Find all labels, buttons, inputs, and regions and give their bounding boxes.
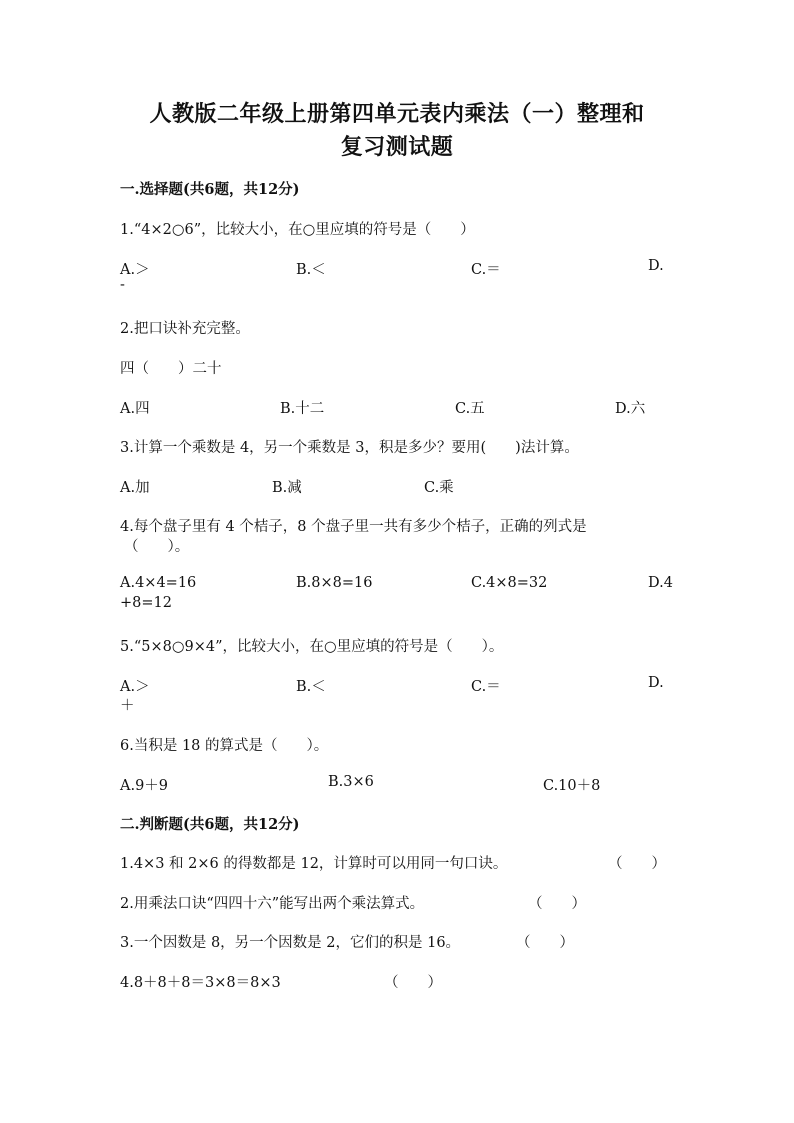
question-1-option-c: C.＝ xyxy=(471,262,501,278)
question-6-option-a: A.9＋9 xyxy=(120,778,169,794)
question-1-stem: 1.“4×2○6”，比较大小，在○里应填的符号是（ ） xyxy=(120,222,475,238)
section-choice-heading: 一.选择题(共6题，共12分) xyxy=(120,181,300,198)
question-4-stem-continued: （ ）。 xyxy=(124,539,190,555)
question-2-option-b: B.十二 xyxy=(280,401,325,417)
title-line-2: 复习测试题 xyxy=(340,134,454,160)
question-3-stem: 3.计算一个乘数是 4，另一个乘数是 3，积是多少？要用( )法计算。 xyxy=(120,440,579,456)
question-4-stem: 4.每个盘子里有 4 个桔子，8 个盘子里一共有多少个桔子，正确的列式是 xyxy=(120,519,587,535)
judgment-3-answer-paren[interactable]: （ ） xyxy=(516,935,574,951)
question-5-option-c: C.＝ xyxy=(471,679,501,695)
question-6-option-c: C.10＋8 xyxy=(543,778,601,794)
question-5-stem: 5.“5×8○9×4”，比较大小，在○里应填的符号是（ ）。 xyxy=(120,639,504,655)
question-2-option-a: A.四 xyxy=(120,401,150,417)
question-4-option-c: C.4×8=32 xyxy=(471,575,548,591)
question-2-option-c: C.五 xyxy=(455,401,485,417)
title-line-1: 人教版二年级上册第四单元表内乘法（一）整理和 xyxy=(149,101,645,127)
judgment-1-answer-paren[interactable]: （ ） xyxy=(608,856,666,872)
question-5-option-d-continued: ＋ xyxy=(120,698,135,714)
question-3-option-c: C.乘 xyxy=(424,480,454,496)
question-2-prompt: 四（ ）二十 xyxy=(120,361,222,377)
question-1-option-b: B.＜ xyxy=(296,262,326,278)
judgment-3-stem: 3.一个因数是 8，另一个因数是 2，它们的积是 16。 xyxy=(120,935,461,951)
judgment-1-stem: 1.4×3 和 2×6 的得数都是 12，计算时可以用同一句口诀。 xyxy=(120,856,508,872)
judgment-4-stem: 4.8＋8＋8＝3×8＝8×3 xyxy=(120,975,281,991)
judgment-2-stem: 2.用乘法口诀“四四十六”能写出两个乘法算式。 xyxy=(120,896,425,912)
section-judgment-heading: 二.判断题(共6题，共12分) xyxy=(120,816,300,833)
question-1-option-a: A.＞ xyxy=(120,262,150,278)
question-5-option-b: B.＜ xyxy=(296,679,326,695)
question-2-stem: 2.把口诀补充完整。 xyxy=(120,321,250,337)
question-6-option-b: B.3×6 xyxy=(328,774,374,790)
question-5-option-a: A.＞ xyxy=(120,679,150,695)
question-3-option-b: B.减 xyxy=(272,480,302,496)
question-4-option-a: A.4×4=16 xyxy=(120,575,197,591)
question-6-stem: 6.当积是 18 的算式是（ ）。 xyxy=(120,738,329,754)
question-5-option-d: D. xyxy=(648,675,664,691)
question-4-option-b: B.8×8=16 xyxy=(296,575,373,591)
question-1-option-d: D. xyxy=(648,258,664,274)
question-1-option-d-continued: - xyxy=(120,277,125,293)
judgment-2-answer-paren[interactable]: （ ） xyxy=(528,896,586,912)
question-4-option-d-continued: +8=12 xyxy=(120,595,172,611)
question-2-option-d: D.六 xyxy=(615,401,646,417)
question-4-option-d: D.4 xyxy=(648,575,673,591)
judgment-4-answer-paren[interactable]: （ ） xyxy=(384,975,442,991)
question-3-option-a: A.加 xyxy=(120,480,150,496)
